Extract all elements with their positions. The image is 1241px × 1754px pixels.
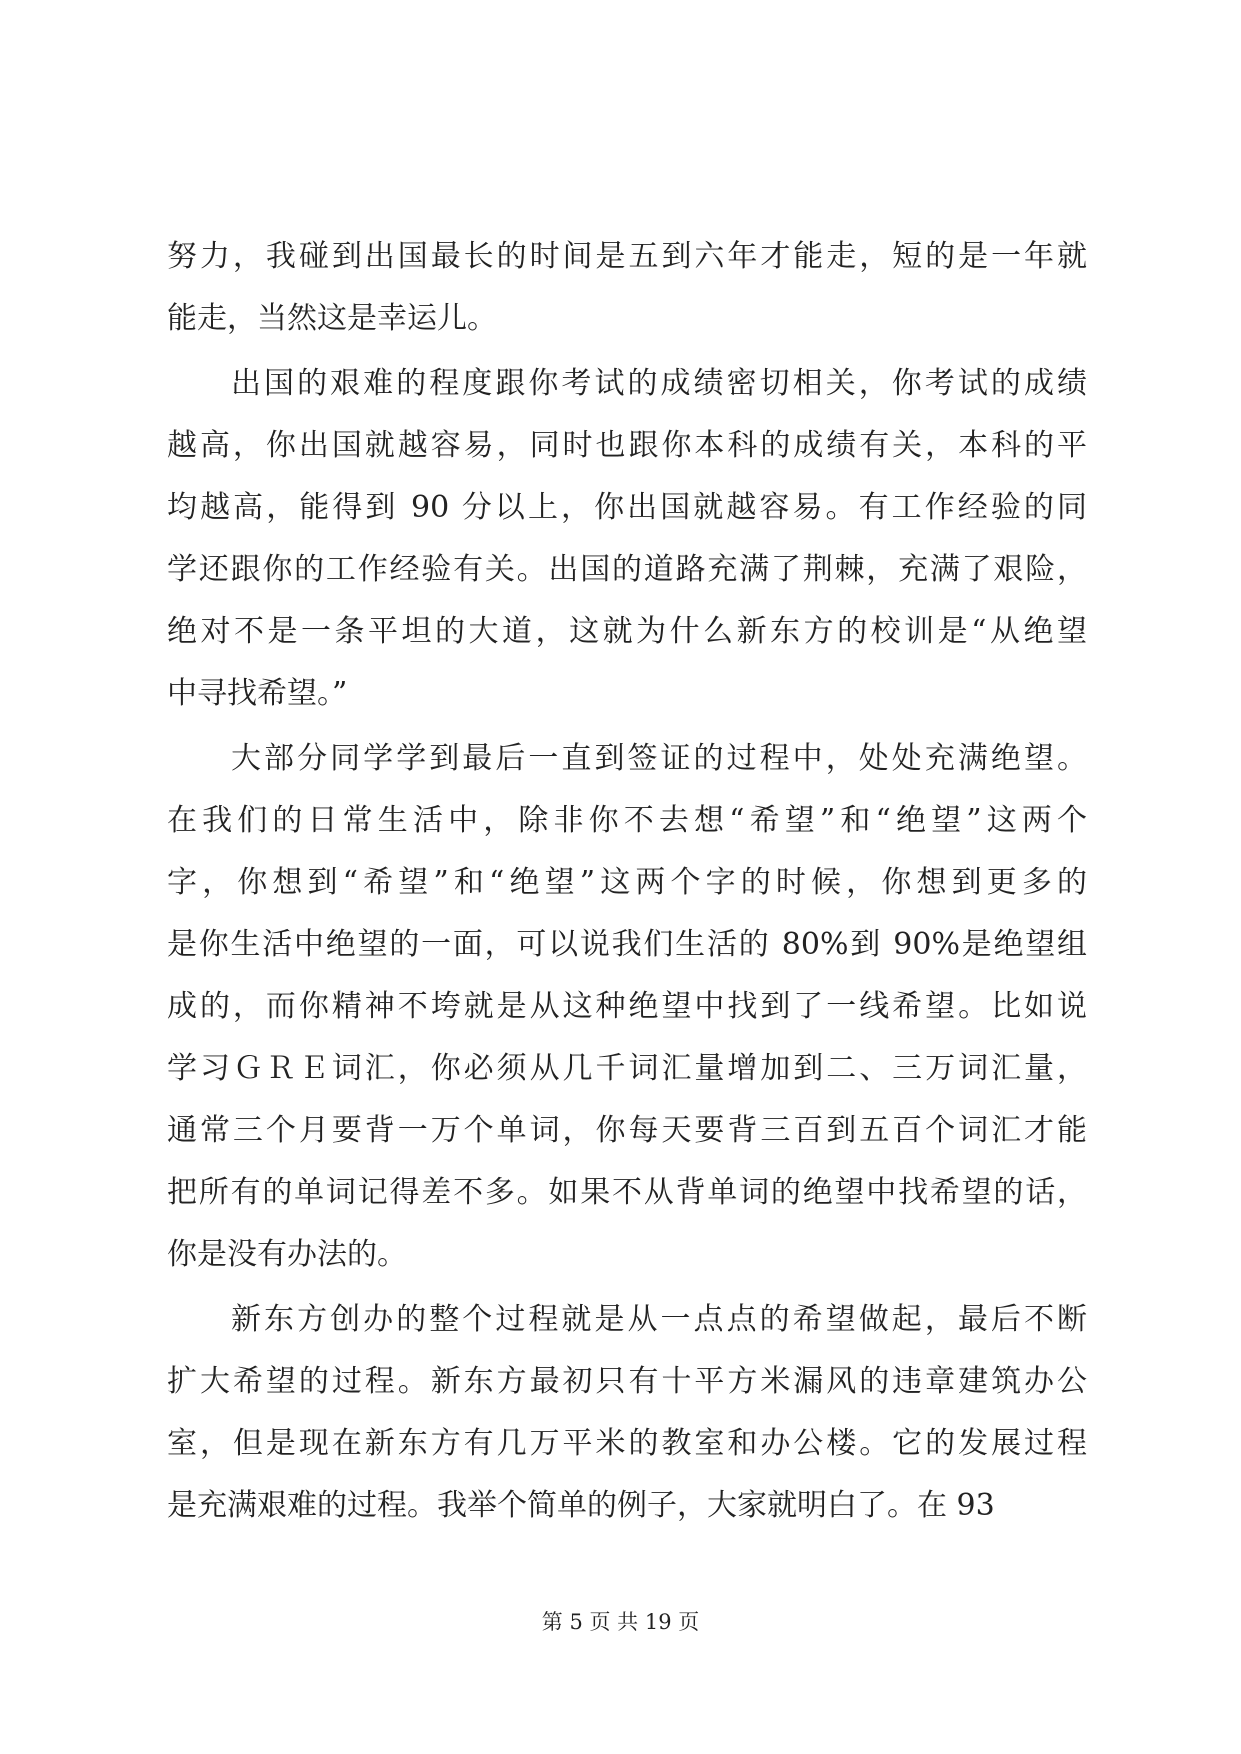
- paragraph-line: 能走，当然这是幸运儿。: [167, 301, 497, 336]
- paragraph: [167, 226, 1087, 350]
- paragraph-line: 努力，我碰到出国最长的时间是五到六年才能走，短的是一年就: [167, 239, 1087, 274]
- paragraph-line: 成的，而你精神不垮就是从这种绝望中找到了一线希望。比如说: [167, 989, 1087, 1024]
- paragraph-line: 出国的艰难的程度跟你考试的成绩密切相关，你考试的成绩: [231, 366, 1087, 401]
- document-body: [167, 226, 1087, 1537]
- paragraph-line: 学习ＧＲＥ词汇，你必须从几千词汇量增加到二、三万词汇量，: [167, 1051, 1087, 1086]
- paragraph: [167, 1289, 1087, 1537]
- paragraph-line: 扩大希望的过程。新东方最初只有十平方米漏风的违章建筑办公: [167, 1364, 1087, 1399]
- paragraph-line: 是充满艰难的过程。我举个简单的例子，大家就明白了。在 93: [167, 1488, 995, 1523]
- paragraph-line: 绝对不是一条平坦的大道，这就为什么新东方的校训是“从绝望: [167, 614, 1087, 649]
- paragraph-line: 在我们的日常生活中，除非你不去想“希望”和“绝望”这两个: [167, 803, 1087, 838]
- page-footer: 第 5 页 共 19 页: [541, 1610, 700, 1634]
- paragraph-line: 均越高，能得到 90 分以上，你出国就越容易。有工作经验的同: [167, 490, 1087, 525]
- paragraph-line: 是你生活中绝望的一面，可以说我们生活的 80%到 90%是绝望组: [167, 927, 1087, 962]
- paragraph: [167, 353, 1087, 725]
- paragraph-line: 通常三个月要背一万个单词，你每天要背三百到五百个词汇才能: [167, 1113, 1087, 1148]
- paragraph-line: 越高，你出国就越容易，同时也跟你本科的成绩有关，本科的平: [167, 428, 1087, 463]
- paragraph-line: 字，你想到“希望”和“绝望”这两个字的时候，你想到更多的: [167, 865, 1087, 900]
- paragraph-line: 学还跟你的工作经验有关。出国的道路充满了荆棘，充满了艰险，: [167, 552, 1087, 587]
- paragraph: [167, 728, 1087, 1286]
- paragraph-line: 中寻找希望。”: [167, 676, 348, 711]
- paragraph-line: 把所有的单词记得差不多。如果不从背单词的绝望中找希望的话，: [167, 1175, 1087, 1210]
- paragraph-line: 室，但是现在新东方有几万平米的教室和办公楼。它的发展过程: [167, 1426, 1087, 1461]
- paragraph-line: 新东方创办的整个过程就是从一点点的希望做起，最后不断: [231, 1302, 1087, 1337]
- paragraph-line: 大部分同学学到最后一直到签证的过程中，处处充满绝望。: [231, 741, 1087, 776]
- paragraph-line: 你是没有办法的。: [167, 1237, 407, 1272]
